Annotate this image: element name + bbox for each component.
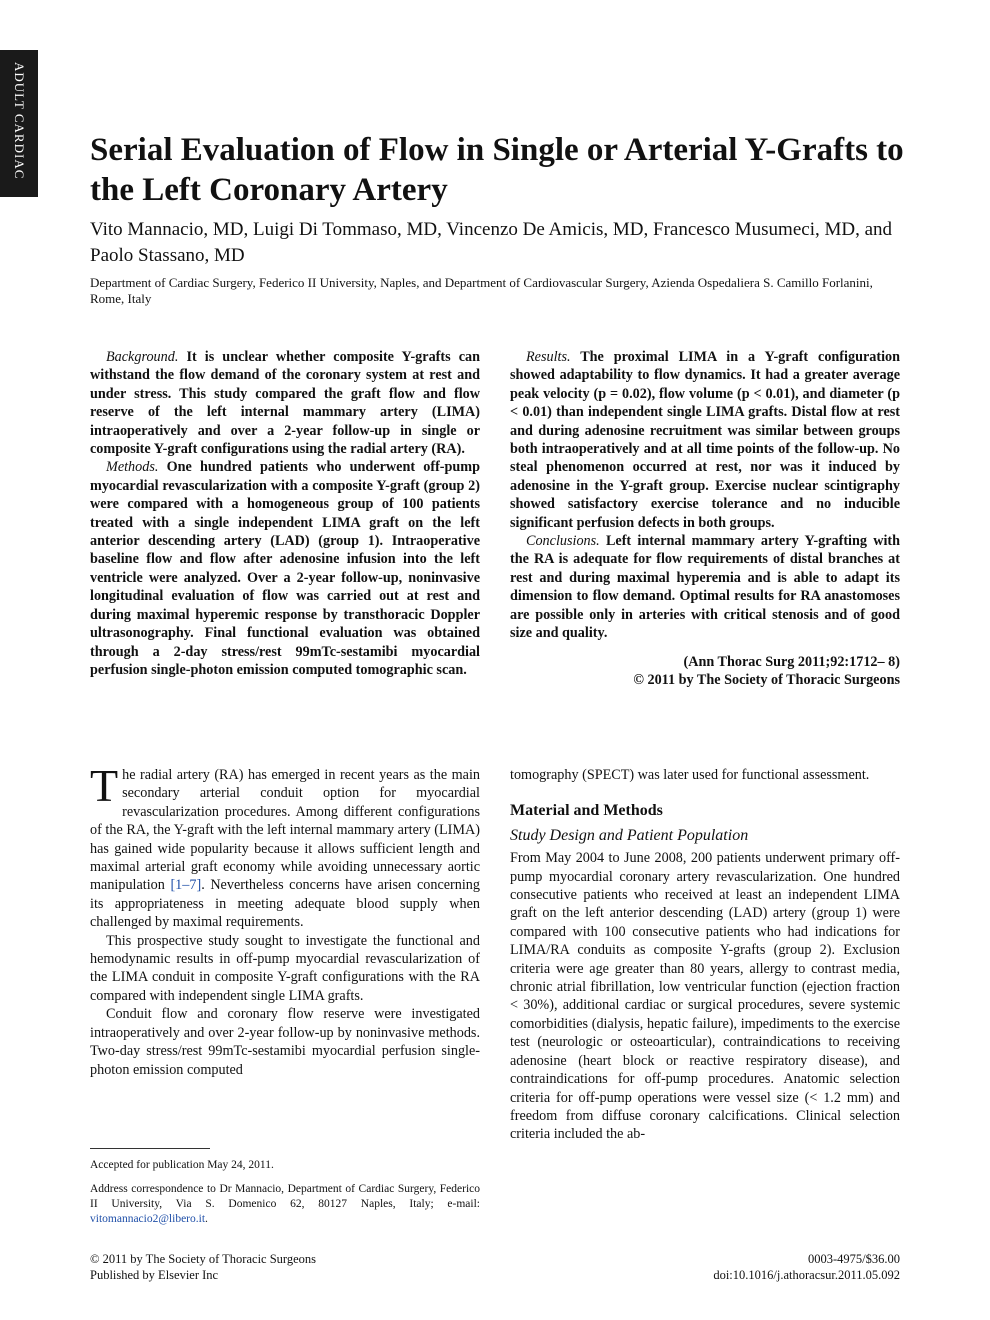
drop-cap: T — [90, 760, 119, 811]
results-label: Results. — [526, 349, 571, 365]
abstract-copyright: © 2011 by The Society of Thoracic Surgeons — [633, 671, 900, 688]
abstract-background — [90, 348, 480, 458]
citation-block — [510, 653, 900, 690]
abstract-methods — [90, 458, 480, 679]
subsection-heading: Study Design and Patient Population — [510, 826, 749, 844]
footer-left — [90, 1251, 316, 1283]
footnote-accepted: Accepted for publication May 24, 2011. — [90, 1159, 274, 1171]
abstract-right-column — [510, 348, 900, 689]
author-list: Vito Mannacio, MD, Luigi Di Tommaso, MD, Vincenzo De Amicis, MD, Francesco Musumeci, MD, and Paolo Stassano, MD — [90, 219, 893, 266]
abstract-conclusions — [510, 532, 900, 642]
address-text: Address correspondence to Dr Mannacio, Department of Cardiac Surgery, Federico II University, Via S. Domenico 62, 80127 Naples, Italy; e-mail: — [90, 1183, 480, 1210]
intro-paragraph-3-continued: tomography (SPECT) was later used for functional assessment. — [510, 767, 870, 783]
conclusions-label: Conclusions. — [526, 533, 600, 550]
intro-paragraph-1 — [90, 760, 480, 932]
abstract-results — [510, 348, 900, 532]
footer-publisher: Published by Elsevier Inc — [90, 1268, 219, 1282]
intro-text-1b: . Nevertheless concerns have arisen concerning its appropriateness in meeting adequate blood supply when challenged by maximal requirements. — [90, 877, 480, 931]
intro-text-1a: he radial artery (RA) has emerged in recent years as the main secondary arterial conduit option for myocardial revascularization procedures. Among different configurations of the RA, the Y-graft with the left internal mammary artery (LIMA) has gained wide popularity because it allows sufficient length and maximal arterial graft economy while avoiding unnecessary aortic manipulation — [90, 767, 480, 894]
footer-doi: doi:10.1016/j.athoracsur.2011.05.092 — [713, 1268, 900, 1282]
article-title: Serial Evaluation of Flow in Single or Arterial Y-Grafts to the Left Coronary Artery — [90, 132, 904, 208]
methods-text: One hundred patients who underwent off-pump myocardial revascularization with a composite Y-graft (group 2) were compared with a homogeneous group of 100 patients treated with a single independent LIMA graft on the left anterior descending artery (LAD) (group 1). Intraoperative baseline flow and flow after adenosine infusion into the left ventricle were analyzed. Over a 2-year follow-up, noninvasive longitudinal evaluation of flow was carried out at rest and during maximal hyperemic response by transthoracic Doppler ultrasonography. Final functional evaluation was obtained through a 2-day stress/rest 99mTc-sestamibi myocardial perfusion single-photon emission computed tomographic scan. — [90, 459, 481, 678]
background-text: It is unclear whether composite Y-grafts can withstand the flow demand of the coronary system at rest and under stress. This study compared the graft flow and flow reserve of the left internal mammary artery (LIMA) intraoperatively and over a 2-year follow-up in single or composite Y-graft configurations using the radial artery (RA). — [90, 349, 480, 458]
methods-paragraph-1: From May 2004 to June 2008, 200 patients underwent primary off-pump myocardial coronary artery revascularization. One hundred consecutive patients who received at least an independent LIMA graft on the left anterior descending (LAD) artery (group 1) were compared with 100 consecutive patients who had indications for LIMA/RA conduits as composite Y-grafts (group 2). Exclusion criteria were age greater than 80 years, allergy to contrast media, chronic atrial fibrillation, low ventricular function (ejection fraction < 30%), additional cardiac or surgical procedures, severe systemic comorbidities (dialysis, hepatic failure), impediments to the exercise test (neurologic or osteoarticular), contraindications to receiving adenosine (heart block or reactive respiratory disease), and contraindications for off-pump procedures. Anatomic selection criteria for off-pump operations were vessel size (< 1.2 mm) and freedom from diffuse coronary calcifications. Clinical selection criteria included the ab- — [510, 850, 900, 1143]
abstract-left-column — [90, 348, 480, 679]
affiliation: Department of Cardiac Surgery, Federico II University, Naples, and Department of Cardiovascular Surgery, Azienda Ospedaliera S. Camillo Forlanini, Rome, Italy — [90, 275, 873, 306]
conclusions-text: Left internal mammary artery Y-grafting with the RA is adequate for flow requirements of distal branches at rest and during maximal hyperemia and is able to adapt its dimension to flow demand. Optimal results for RA anastomoses are possible only in arteries with critical stenosis and of good size and quality. — [510, 533, 900, 642]
footer-issn: 0003-4975/$36.00 — [807, 1252, 900, 1266]
reference-link[interactable]: [1–7] — [170, 877, 202, 894]
journal-citation: (Ann Thorac Surg 2011;92:1712– 8) — [683, 653, 900, 670]
background-label: Background. — [106, 349, 179, 365]
intro-paragraph-3: Conduit flow and coronary flow reserve were investigated intraoperatively and over 2-year follow-up by noninvasive methods. Two-day stress/rest 99mTc-sestamibi myocardial perfusion single-photon emission computed — [90, 1006, 480, 1078]
intro-paragraph-2: This prospective study sought to investigate the functional and hemodynamic results in off-pump myocardial revascularization of the LIMA conduit in composite Y-graft configurations with the RA compared with independent single LIMA grafts. — [90, 932, 480, 1004]
address-end: . — [205, 1213, 208, 1225]
body-left-column — [90, 760, 480, 1079]
section-heading-methods: Material and Methods — [510, 802, 663, 820]
footnote-address — [90, 1182, 480, 1227]
footer-copyright: © 2011 by The Society of Thoracic Surgeons — [90, 1252, 317, 1266]
body-right-column — [510, 766, 900, 1144]
email-link[interactable]: vitomannacio2@libero.it — [90, 1213, 206, 1225]
footnote-divider — [90, 1148, 210, 1149]
methods-label: Methods. — [106, 459, 159, 476]
results-text: The proximal LIMA in a Y-graft configuration showed adaptability to flow dynamics. It had a greater average peak velocity (p = 0.02), flow volume (p < 0.01), and diameter (p < 0.01) than independent single LIMA grafts. Distal flow at rest and during adenosine recruitment was similar between groups both intraoperatively and at all time points of the follow-up. No steal phenomenon occurred at rest, nor was it induced by adenosine in the Y-graft group. Exercise nuclear scintigraphy showed satisfactory exercise tolerance and no inducible significant perfusion defects in both groups. — [510, 349, 900, 531]
section-tab — [0, 50, 38, 197]
footer-right — [713, 1251, 900, 1283]
section-tab-label: ADULT CARDIAC — [12, 62, 27, 180]
